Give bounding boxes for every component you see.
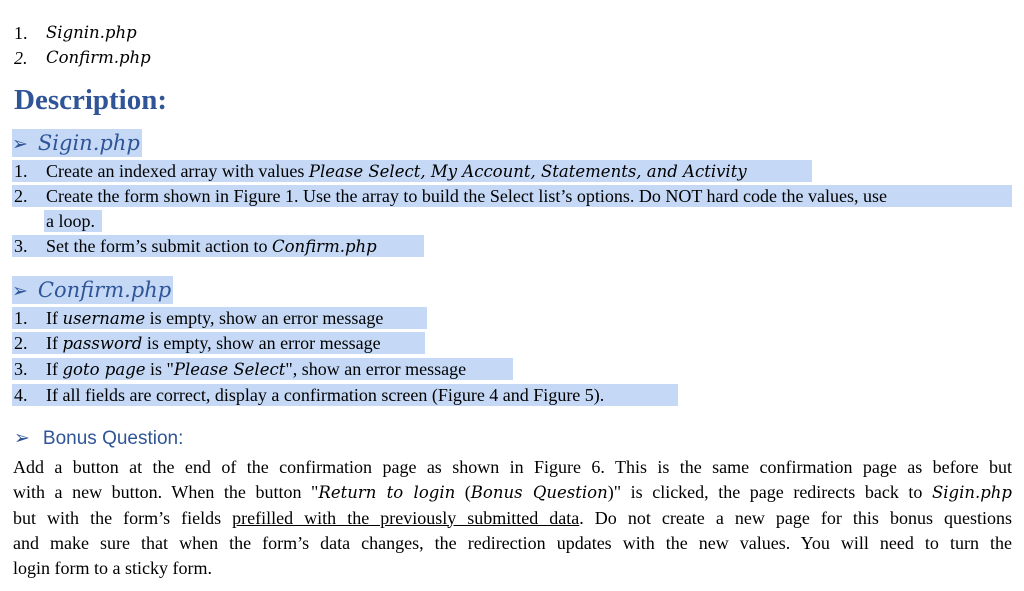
code-text: password (62, 334, 143, 353)
confirm-section-title: ➢ Confirm.php (12, 278, 172, 302)
item-text: Create the form shown in Figure 1. Use the array to build the Select list’s options. Do NOT hard code the values, use (46, 186, 887, 206)
code-text: Please Select (173, 360, 286, 379)
code-text: Bonus Question (470, 483, 608, 503)
arrow-bullet-icon: ➢ (12, 280, 28, 302)
paragraph-line: and make sure that when the form’s data changes, the redirection updates with the new values. You will need to turn the (13, 532, 1012, 553)
description-heading: Description: (14, 84, 168, 116)
item-text: a loop. (46, 211, 95, 231)
item-text: is " (145, 359, 174, 379)
item-text: If (46, 333, 63, 353)
bonus-paragraph (13, 455, 1012, 581)
list-number: 1. (14, 23, 28, 43)
paragraph-line: but with the form’s fields prefilled with the previously submitted data. Do not create a new page for this bonus questions (13, 507, 1012, 528)
item-text: is empty, show an error message (145, 308, 384, 328)
list-number: 2. (14, 48, 28, 68)
list-number: 4. (14, 385, 28, 405)
underlined-text: prefilled with the previously submitted data (232, 507, 580, 528)
item-text: If all fields are correct, display a confirmation screen (Figure 4 and Figure 5). (46, 385, 605, 405)
item-text: If (46, 359, 63, 379)
list-number: 1. (14, 308, 28, 328)
file-name: Confirm.php (46, 48, 151, 67)
sigin-section-title: ➢ Sigin.php (12, 131, 140, 155)
item-text: Create an indexed array with values (46, 161, 309, 181)
code-text: goto page (62, 360, 146, 379)
list-number: 1. (14, 161, 28, 181)
list-number: 3. (14, 359, 28, 379)
bonus-section-title: ➢ Bonus Question: (14, 427, 184, 449)
code-text: Sigin.php (931, 483, 1012, 503)
list-number: 2. (14, 333, 28, 353)
code-text: Confirm.php (271, 237, 377, 256)
arrow-bullet-icon: ➢ (14, 427, 30, 449)
list-number: 2. (14, 186, 28, 206)
paragraph-line: login form to a sticky form. (13, 558, 212, 579)
paragraph-line: Add a button at the end of the confirmation page as shown in Figure 6. This is the same confirmation page as before but (13, 457, 1012, 477)
item-text: Set the form’s submit action to (46, 236, 272, 256)
paragraph-line: with a new button. When the button "Return to login (Bonus Question)" is clicked, the page redirects back to Sigin.php (13, 482, 1012, 503)
item-text: ", show an error message (285, 359, 467, 379)
code-text: username (62, 309, 146, 328)
file-name: Signin.php (46, 23, 137, 42)
item-text: If (46, 308, 63, 328)
list-number: 3. (14, 236, 28, 256)
code-text: Please Select, My Account, Statements, and Activity (308, 162, 747, 181)
code-text: Return to login (318, 483, 456, 503)
item-text: is empty, show an error message (142, 333, 381, 353)
arrow-bullet-icon: ➢ (12, 133, 28, 155)
